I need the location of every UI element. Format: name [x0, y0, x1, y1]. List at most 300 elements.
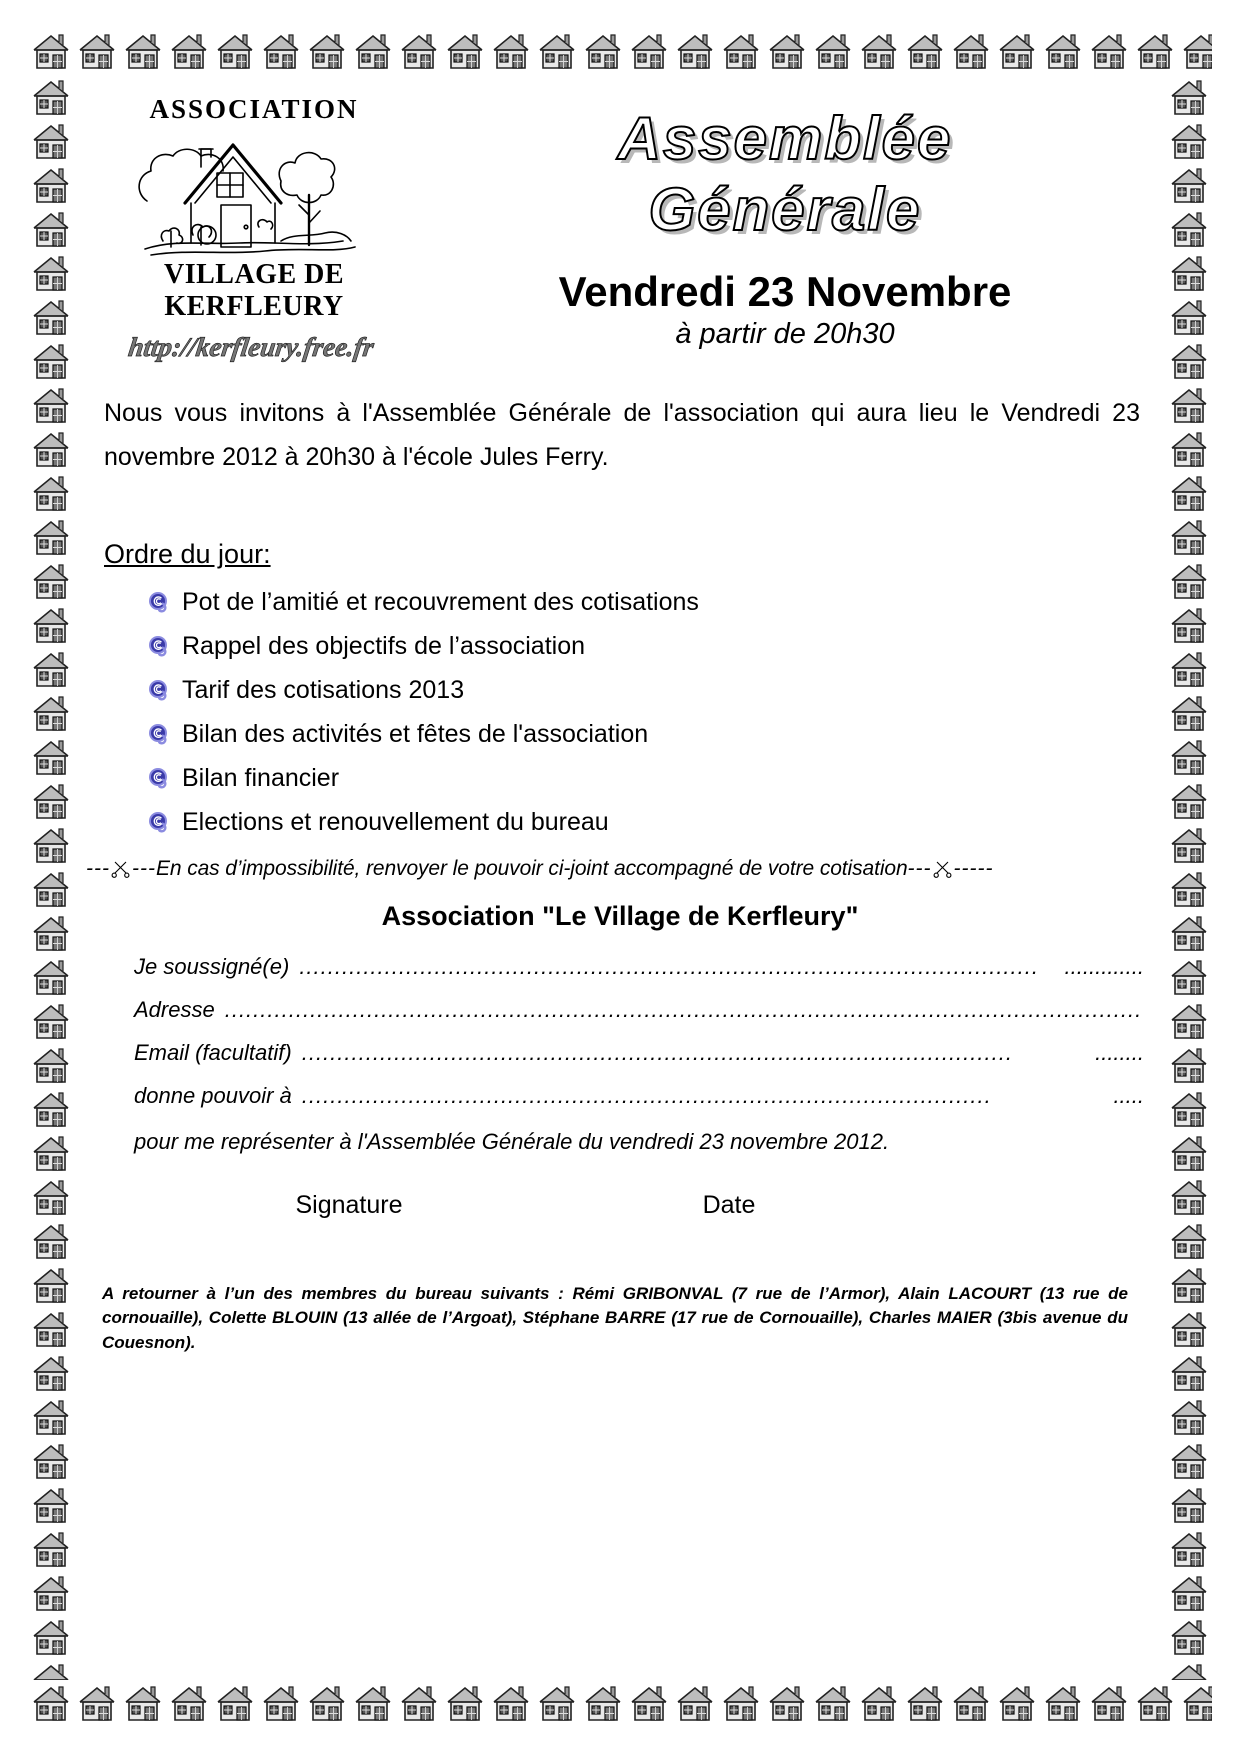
- house-icon: [212, 28, 258, 74]
- house-icon: [534, 28, 580, 74]
- house-icon: [28, 382, 74, 428]
- field-dotted-line[interactable]: ....................................................................................................: [301, 1039, 1013, 1065]
- house-icon: [1086, 1680, 1132, 1726]
- house-icon: [212, 1680, 258, 1726]
- list-item-label: Elections et renouvellement du bureau: [182, 807, 609, 836]
- house-icon: [304, 28, 350, 74]
- house-icon: [28, 206, 74, 250]
- house-icon: [1166, 602, 1212, 646]
- house-icon: [396, 1680, 442, 1726]
- house-icon: [1166, 910, 1212, 956]
- at-spiral-icon: [148, 679, 170, 701]
- house-icon: [1166, 998, 1212, 1042]
- house-icon: [442, 1680, 488, 1726]
- association-logo: [104, 94, 404, 365]
- house-icon: [1166, 74, 1212, 120]
- house-icon: [28, 118, 74, 162]
- house-icon: [350, 28, 396, 74]
- cut-dash-left: ---: [86, 856, 110, 880]
- house-icon: [1166, 734, 1212, 780]
- house-icon: [28, 602, 74, 648]
- event-date: Vendredi 23 Novembre: [558, 267, 1012, 315]
- cut-dash-mid: ---: [131, 856, 156, 880]
- house-icon: [28, 1306, 74, 1350]
- house-icon: [120, 1680, 166, 1726]
- house-icon: [1132, 28, 1178, 74]
- house-icon: [120, 28, 166, 74]
- house-icon: [948, 28, 994, 74]
- house-icon: [28, 162, 74, 208]
- house-icon: [856, 28, 902, 74]
- house-icon: [28, 1130, 74, 1176]
- house-icon: [28, 1262, 74, 1306]
- house-icon: [1166, 470, 1212, 514]
- house-icon: [1166, 1614, 1212, 1658]
- house-icon: [672, 1680, 718, 1726]
- field-dotted-line[interactable]: .................................................................................................................................: [224, 996, 1143, 1022]
- house-icon: [764, 1680, 810, 1726]
- house-icon: [856, 28, 902, 74]
- house-icon: [1166, 162, 1212, 208]
- house-icon: [626, 28, 672, 74]
- house-icon: [1166, 514, 1212, 560]
- field-dotted-tail: .....: [1113, 1082, 1144, 1108]
- house-icon: [28, 162, 74, 206]
- title-line-1: Assemblée: [617, 105, 953, 172]
- house-icon: [258, 28, 304, 74]
- house-icon: [1166, 646, 1212, 690]
- logo-bottom-text: VILLAGE DE KERFLEURY: [163, 259, 345, 322]
- list-item: [148, 719, 1154, 748]
- house-icon: [1132, 1680, 1178, 1726]
- house-icon: [488, 1680, 534, 1726]
- house-icon: [28, 426, 74, 472]
- house-icon: [580, 28, 626, 74]
- house-icon: [1166, 382, 1212, 428]
- house-icon: [764, 1680, 810, 1726]
- house-icon: [1166, 206, 1212, 252]
- house-icon: [74, 28, 120, 74]
- house-icon: [166, 28, 212, 74]
- house-icon: [304, 28, 350, 74]
- house-icon: [718, 1680, 764, 1726]
- document-content: [86, 86, 1154, 1668]
- house-icon: [28, 646, 74, 692]
- field-label: Email (facultatif): [134, 1039, 292, 1065]
- house-icon: [1166, 74, 1212, 118]
- house-icon: [28, 690, 74, 734]
- house-icon: [580, 1680, 626, 1726]
- field-label: Adresse: [134, 996, 215, 1022]
- house-icon: [1040, 28, 1086, 74]
- house-icon: [350, 1680, 396, 1726]
- house-icon: [994, 1680, 1040, 1726]
- house-icon: [1166, 954, 1212, 1000]
- event-time: à partir de 20h30: [675, 317, 895, 350]
- list-item: [148, 807, 1154, 836]
- footer-return-note: A retourner à l’un des membres du bureau suivants : Rémi GRIBONVAL (7 rue de l’Armor), Alain LACOURT (13 rue de cornouaille), Colette BLOUIN (13 allée de l’Argoat), Stéphane BARRE (17 rue de Cornouaille), Charles MAIER (3bis avenue du Couesnon).: [102, 1283, 1128, 1352]
- field-dotted-tail: .............: [1064, 953, 1144, 979]
- house-icon: [902, 28, 948, 74]
- house-icon: [764, 28, 810, 74]
- house-icon: [28, 1394, 74, 1440]
- house-icon: [1178, 1680, 1212, 1726]
- house-icon: [626, 28, 672, 74]
- proxy-sentence: pour me représenter à l'Assemblée Générale du vendredi 23 novembre 2012.: [134, 1128, 890, 1154]
- house-icon: [28, 1658, 74, 1680]
- house-icon: [534, 28, 580, 74]
- scissors-icon: [111, 859, 131, 879]
- house-icon: [74, 28, 120, 74]
- list-item: [148, 675, 1154, 704]
- proxy-fields: [86, 954, 1154, 1220]
- house-icon: [580, 28, 626, 74]
- house-icon: [1166, 1086, 1212, 1130]
- list-item-label: Bilan financier: [182, 763, 340, 792]
- house-icon: [1166, 910, 1212, 954]
- house-icon: [1166, 1658, 1212, 1680]
- house-icon: [1166, 954, 1212, 998]
- house-icon: [1040, 1680, 1086, 1726]
- at-spiral-icon: [148, 767, 170, 789]
- house-icon: [488, 1680, 534, 1726]
- house-icon: [1166, 206, 1212, 250]
- house-icon: [1166, 778, 1212, 824]
- agenda-heading: Ordre du jour:: [104, 538, 271, 569]
- house-icon: [258, 28, 304, 74]
- house-icon: [28, 1438, 74, 1482]
- house-icon: [28, 954, 74, 998]
- house-icon: [902, 1680, 948, 1726]
- house-icon: [626, 1680, 672, 1726]
- border-left: [28, 74, 74, 1680]
- house-icon: [28, 1350, 74, 1394]
- house-icon: [902, 28, 948, 74]
- house-icon: [28, 470, 74, 514]
- house-icon: [764, 28, 810, 74]
- house-icon: [28, 1218, 74, 1262]
- field-label: Je soussigné(e): [134, 953, 290, 979]
- house-icon: [28, 118, 74, 164]
- house-icon: [28, 1526, 74, 1570]
- cut-dash-end: -----: [953, 856, 994, 880]
- house-icon: [994, 1680, 1040, 1726]
- list-item: [148, 631, 1154, 660]
- at-spiral-icon: [148, 591, 170, 613]
- border-right: [1166, 74, 1212, 1680]
- house-icon: [28, 1680, 74, 1726]
- house-icon: [28, 910, 74, 956]
- house-icon: [28, 1658, 74, 1680]
- house-icon: [28, 690, 74, 736]
- house-icon: [28, 866, 74, 910]
- at-spiral-icon: [148, 811, 170, 833]
- house-icon: [1132, 1680, 1178, 1726]
- date-label: Date: [702, 1190, 756, 1219]
- house-icon: [902, 1680, 948, 1726]
- house-icon: [28, 1042, 74, 1088]
- house-icon: [810, 28, 856, 74]
- house-icon: [304, 1680, 350, 1726]
- house-icon: [1178, 28, 1212, 74]
- field-row-email: [134, 1040, 1144, 1066]
- field-row-adresse: [134, 997, 1144, 1023]
- house-icon: [28, 28, 74, 74]
- house-icon: [626, 1680, 672, 1726]
- house-icon: [1166, 1042, 1212, 1088]
- house-icon: [28, 1350, 74, 1396]
- agenda-list: [86, 587, 1154, 836]
- house-icon: [28, 1614, 74, 1660]
- agenda-section: [86, 505, 1154, 835]
- house-icon: [1166, 646, 1212, 692]
- house-icon: [1166, 1438, 1212, 1484]
- house-icon: [856, 1680, 902, 1726]
- house-icon: [28, 1086, 74, 1132]
- house-icon: [28, 74, 74, 120]
- house-icon: [28, 734, 74, 780]
- house-icon: [28, 1394, 74, 1438]
- house-icon: [1166, 690, 1212, 736]
- house-icon: [28, 558, 74, 602]
- house-icon: [28, 1570, 74, 1616]
- house-icon: [28, 470, 74, 516]
- house-icon: [1166, 1262, 1212, 1306]
- house-icon: [396, 28, 442, 74]
- house-icon: [28, 910, 74, 954]
- house-icon: [1166, 866, 1212, 912]
- house-icon: [396, 1680, 442, 1726]
- house-icon: [1166, 1526, 1212, 1570]
- house-icon: [1166, 426, 1212, 472]
- house-icon: [28, 778, 74, 822]
- house-icon: [1166, 1570, 1212, 1614]
- house-icon: [1166, 1042, 1212, 1086]
- house-icon: [1166, 822, 1212, 868]
- cut-dash-right: ---: [907, 856, 932, 880]
- house-icon: [948, 1680, 994, 1726]
- house-icon: [488, 28, 534, 74]
- house-icon: [28, 1680, 74, 1726]
- house-icon: [810, 28, 856, 74]
- house-icon: [1166, 558, 1212, 602]
- house-icon: [1166, 338, 1212, 382]
- house-with-trees-drawing: [129, 123, 379, 263]
- house-icon: [28, 206, 74, 252]
- house-icon: [1166, 1130, 1212, 1176]
- house-icon: [1132, 28, 1178, 74]
- house-icon: [1166, 602, 1212, 648]
- house-icon: [580, 1680, 626, 1726]
- house-icon: [1166, 1218, 1212, 1264]
- house-icon: [1166, 1394, 1212, 1438]
- proxy-form: [86, 901, 1154, 1220]
- house-icon: [28, 1482, 74, 1526]
- house-icon: [28, 1086, 74, 1130]
- list-item-label: Pot de l’amitié et recouvrement des cotisations: [182, 587, 699, 616]
- house-icon: [212, 28, 258, 74]
- house-icon: [718, 28, 764, 74]
- house-icon: [28, 1438, 74, 1484]
- house-icon: [1166, 1174, 1212, 1220]
- house-icon: [1086, 1680, 1132, 1726]
- border-bottom: [28, 1680, 1212, 1726]
- house-icon: [28, 426, 74, 470]
- house-icon: [28, 1262, 74, 1308]
- list-item: [148, 763, 1154, 792]
- document-header: [86, 86, 1154, 386]
- field-dotted-tail: ........: [1095, 1039, 1144, 1065]
- house-icon: [28, 1482, 74, 1528]
- house-icon: [28, 1130, 74, 1174]
- house-icon: [28, 1526, 74, 1572]
- house-icon: [28, 954, 74, 1000]
- field-dotted-line[interactable]: .................................................................................................: [301, 1082, 992, 1108]
- house-icon: [1166, 1482, 1212, 1526]
- house-icon: [166, 1680, 212, 1726]
- house-icon: [28, 734, 74, 778]
- cut-here-line: [86, 857, 1154, 881]
- house-icon: [1166, 778, 1212, 822]
- at-spiral-icon: [148, 723, 170, 745]
- house-icon: [1166, 250, 1212, 296]
- cut-line-text: En cas d’impossibilité, renvoyer le pouvoir ci-joint accompagné de votre cotisation: [155, 856, 908, 880]
- house-icon: [28, 866, 74, 912]
- house-icon: [856, 1680, 902, 1726]
- house-icon: [28, 602, 74, 646]
- house-icon: [994, 28, 1040, 74]
- house-icon: [1166, 426, 1212, 470]
- house-icon: [120, 28, 166, 74]
- house-icon: [396, 28, 442, 74]
- logo-top-text: ASSOCIATION: [149, 94, 359, 124]
- house-icon: [212, 1680, 258, 1726]
- house-icon: [166, 28, 212, 74]
- house-icon: [120, 1680, 166, 1726]
- house-icon: [1166, 1218, 1212, 1262]
- house-icon: [1166, 1130, 1212, 1174]
- house-icon: [1166, 382, 1212, 426]
- house-icon: [442, 28, 488, 74]
- house-icon: [28, 294, 74, 340]
- house-icon: [28, 74, 74, 118]
- house-icon: [672, 28, 718, 74]
- house-icon: [1166, 1658, 1212, 1680]
- signature-label: Signature: [295, 1190, 403, 1219]
- house-icon: [1166, 294, 1212, 338]
- house-icon: [672, 1680, 718, 1726]
- house-icon: [304, 1680, 350, 1726]
- house-icon: [1166, 1174, 1212, 1218]
- house-icon: [28, 822, 74, 866]
- list-item-label: Rappel des objectifs de l’association: [182, 631, 586, 660]
- house-icon: [1166, 1526, 1212, 1572]
- house-icon: [28, 1218, 74, 1264]
- border-top: [28, 28, 1212, 74]
- house-icon: [810, 1680, 856, 1726]
- house-icon: [718, 1680, 764, 1726]
- house-icon: [28, 1306, 74, 1352]
- field-dotted-line[interactable]: ........................................................................................................: [299, 953, 1039, 979]
- house-icon: [1166, 1482, 1212, 1528]
- house-icon: [1166, 162, 1212, 206]
- house-icon: [534, 1680, 580, 1726]
- house-icon: [28, 1174, 74, 1218]
- house-icon: [1166, 1350, 1212, 1396]
- house-icon: [1178, 28, 1212, 74]
- house-icon: [1040, 1680, 1086, 1726]
- house-icon: [1166, 1614, 1212, 1660]
- house-icon: [1166, 1350, 1212, 1394]
- house-icon: [488, 28, 534, 74]
- house-icon: [718, 28, 764, 74]
- house-icon: [1166, 558, 1212, 604]
- house-icon: [28, 250, 74, 296]
- house-icon: [1086, 28, 1132, 74]
- house-icon: [948, 1680, 994, 1726]
- logo-url-graphic: [119, 327, 389, 365]
- house-icon: [28, 250, 74, 294]
- at-spiral-icon: [148, 635, 170, 657]
- scissors-icon: [933, 859, 953, 879]
- house-icon: [28, 338, 74, 382]
- house-icon: [258, 1680, 304, 1726]
- house-icon: [442, 1680, 488, 1726]
- intro-paragraph: Nous vous invitons à l'Assemblée Générale de l'association qui aura lieu le Vendredi 23 novembre 2012 à 20h30 à l'école Jules Ferry.: [104, 399, 1140, 471]
- house-icon: [1166, 470, 1212, 516]
- house-icon: [74, 1680, 120, 1726]
- house-icon: [28, 514, 74, 558]
- house-icon: [1040, 28, 1086, 74]
- house-icon: [28, 294, 74, 338]
- house-icon: [810, 1680, 856, 1726]
- house-icon: [166, 1680, 212, 1726]
- house-icon: [74, 1680, 120, 1726]
- house-icon: [28, 822, 74, 868]
- house-icon: [1166, 294, 1212, 340]
- house-icon: [28, 1042, 74, 1086]
- house-icon: [350, 1680, 396, 1726]
- list-item: [148, 587, 1154, 616]
- house-icon: [1166, 1086, 1212, 1132]
- house-icon: [1166, 822, 1212, 866]
- page-title: [416, 86, 1154, 246]
- house-icon: [28, 778, 74, 824]
- proxy-association-name: Association "Le Village de Kerfleury": [381, 900, 859, 931]
- house-icon: [1166, 514, 1212, 558]
- title-block: [416, 86, 1154, 351]
- house-icon: [1166, 690, 1212, 734]
- house-icon: [1166, 1306, 1212, 1350]
- house-icon: [1166, 1394, 1212, 1440]
- house-icon: [28, 1174, 74, 1220]
- house-icon: [948, 28, 994, 74]
- house-icon: [28, 338, 74, 384]
- house-icon: [534, 1680, 580, 1726]
- house-icon: [28, 646, 74, 690]
- house-icon: [1166, 1438, 1212, 1482]
- house-icon: [1166, 1262, 1212, 1308]
- house-icon: [1178, 1680, 1212, 1726]
- house-icon: [1166, 1570, 1212, 1616]
- house-icon: [28, 1614, 74, 1658]
- house-icon: [994, 28, 1040, 74]
- house-icon: [1166, 250, 1212, 294]
- house-icon: [258, 1680, 304, 1726]
- title-line-2: Générale: [648, 175, 922, 243]
- house-icon: [1166, 866, 1212, 910]
- house-icon: [28, 558, 74, 604]
